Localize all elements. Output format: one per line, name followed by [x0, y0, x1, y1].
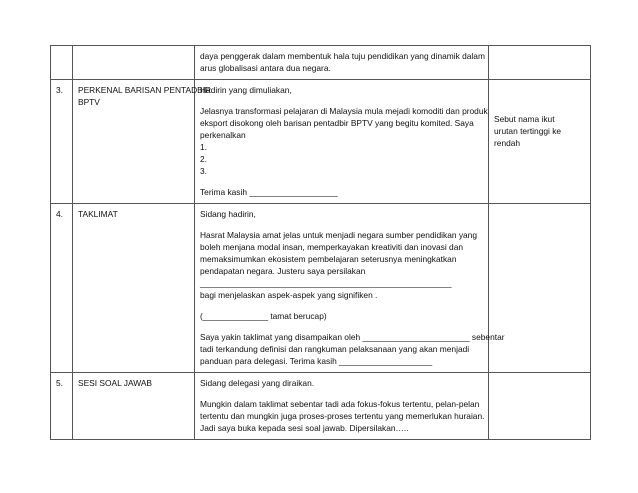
row-number-cell [51, 373, 73, 440]
item-cell [73, 204, 195, 373]
note-line: Sebut nama ikut [494, 114, 555, 124]
content-line: boleh menjana modal insan, memperkayakan kreativiti dan inovasi dan [200, 242, 464, 252]
note-line: rendah [494, 138, 521, 148]
table-row [51, 46, 591, 80]
content-line: pendapatan negara. Justeru saya persilakan [200, 266, 366, 276]
content-line: Sidang delegasi yang diraikan. [200, 378, 315, 388]
note-cell [489, 204, 591, 373]
note-cell [489, 80, 591, 204]
content-line: 1. [200, 142, 207, 152]
content-line: 2. [200, 154, 207, 164]
item-title: TAKLIMAT [78, 209, 118, 219]
content-line: tadi terkandung definisi dan rangkuman pelaksanaan yang akan menjadi [200, 344, 470, 354]
content-line: daya penggerak dalam membentuk hala tuju pendidikan yang dinamik dalam [200, 51, 485, 61]
row-number: 5. [56, 378, 63, 388]
content-line: bagi menjelaskan aspek-aspek yang signifiken . [200, 290, 378, 300]
table-row [51, 373, 591, 440]
content-line: panduan para delegasi. Terima kasih ____________________ [200, 356, 433, 366]
content-line: Jelasnya transformasi pelajaran di Malaysia mula mejadi komoditi dan produk [200, 106, 488, 116]
row-number: 4. [56, 209, 63, 219]
table-row [51, 204, 591, 373]
content-cell [195, 80, 489, 204]
content-line: Hadirin yang dimuliakan, [200, 85, 292, 95]
row-number-cell [51, 46, 73, 80]
item-title: BPTV [78, 97, 100, 107]
content-line: Saya yakin taklimat yang disampaikan oleh _______________________ sebentar [200, 332, 505, 342]
content-line: arus globalisasi antara dua negara. [200, 63, 331, 73]
content-line: Mungkin dalam taklimat sebentar tadi ada fokus-fokus tertentu, pelan-pelan [200, 399, 480, 409]
item-cell [73, 373, 195, 440]
content-line: ______________________________________________________ [200, 278, 452, 288]
note-cell [489, 373, 591, 440]
content-line: 3. [200, 166, 207, 176]
content-line: Terima kasih ___________________ [200, 187, 338, 197]
content-line: Jadi saya buka kepada sesi soal jawab. Dipersilakan….. [200, 423, 409, 433]
row-number: 3. [56, 85, 63, 95]
content-cell [195, 204, 505, 373]
content-line: memaksimumkan ekosistem pembelajaran seterusnya meningkatkan [200, 254, 457, 264]
item-cell [73, 80, 212, 204]
item-title: PERKENAL BARISAN PENTADBIR [78, 85, 212, 95]
item-title: SESI SOAL JAWAB [78, 378, 152, 388]
content-line: Hasrat Malaysia amat jelas untuk menjadi negara sumber pendidikan yang [200, 230, 477, 240]
row-number-cell [51, 80, 73, 204]
protocol-table [50, 45, 591, 440]
note-cell [489, 46, 591, 80]
item-cell [73, 46, 195, 80]
row-number-cell [51, 204, 73, 373]
content-line: perkenalkan [200, 130, 246, 140]
content-line: Sidang hadirin, [200, 209, 256, 219]
content-cell [195, 373, 489, 440]
content-line: (______________ tamat berucap) [200, 311, 327, 321]
content-cell [195, 46, 489, 80]
note-line: urutan tertinggi ke [494, 126, 562, 136]
content-line: eksport disokong oleh barisan pentadbir BPTV yang begitu komited. Saya [200, 118, 474, 128]
content-line: tertentu dan mungkin juga proses-proses tertentu yang memerlukan huraian. [200, 411, 485, 421]
table-row [51, 80, 591, 204]
